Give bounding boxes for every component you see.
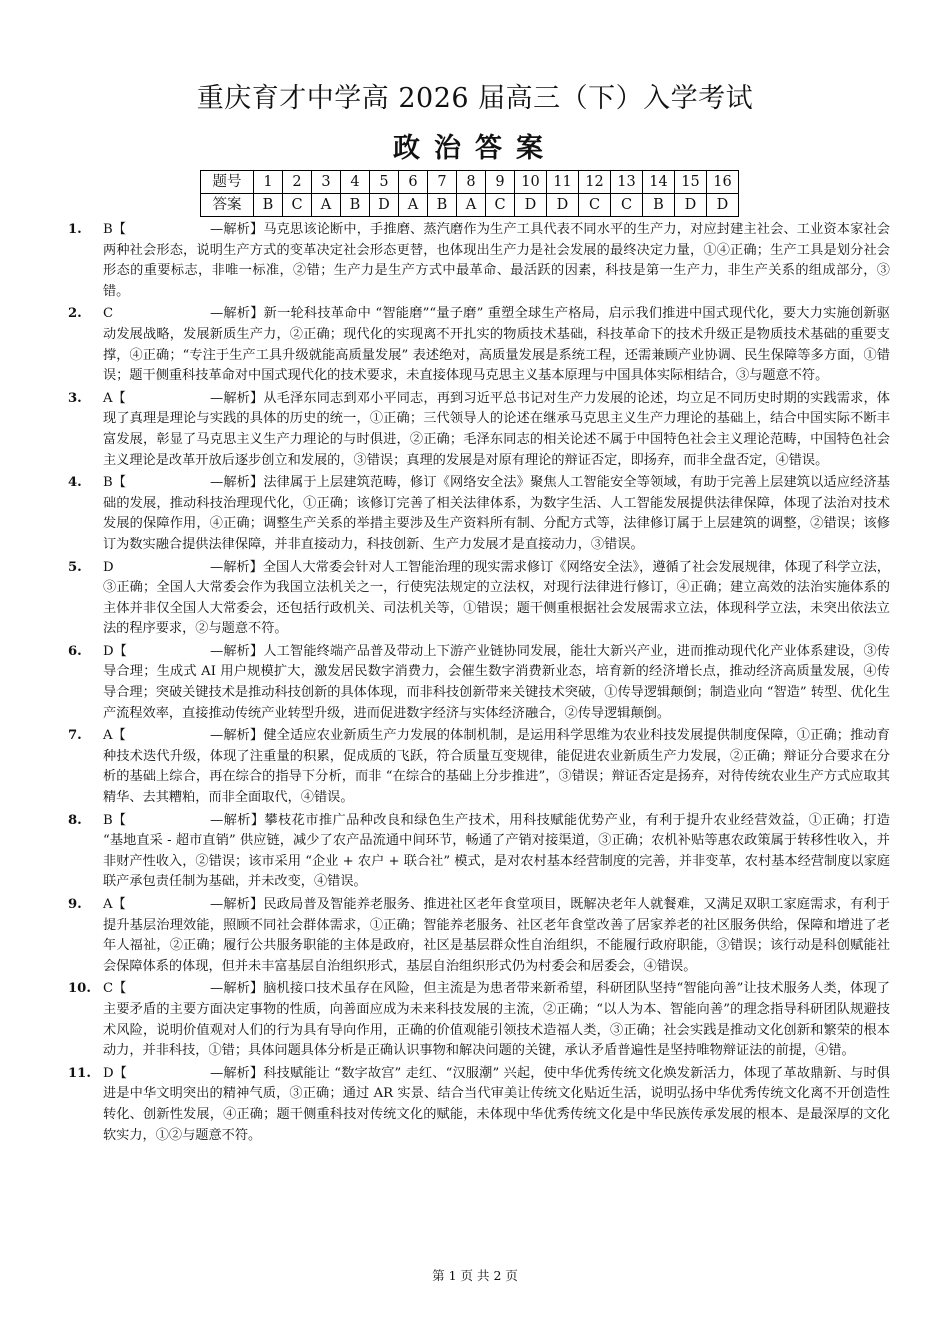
explanation-item [60,304,890,386]
question-number: 15 [675,171,707,194]
item-answer: B【 [103,222,126,237]
answer-cell: C [611,194,643,217]
explanation-item [60,811,890,893]
answer-cell: D [515,194,547,217]
item-number: 11. [68,1065,91,1081]
answer-cell: B [254,194,283,217]
answer-cell: D [547,194,579,217]
explanation-item [60,979,890,1061]
question-number: 11 [547,171,579,194]
question-number-row [201,171,739,194]
item-answer: B【 [103,475,126,491]
answer-cell: B [341,194,370,217]
question-number: 16 [707,171,739,194]
answer-cell: D [707,194,739,217]
explanation-item [60,389,890,471]
row-label-number: 题号 [201,171,254,194]
answer-cell: D [370,194,399,217]
item-number: 5. [68,559,82,575]
question-number: 7 [428,171,457,194]
item-answer: D【 [103,643,127,659]
item-text: —解析】从毛泽东同志到邓小平同志，再到习近平总书记对生产力发展的论述，均立足不同历史时期的实践需求，体现了真理是理论与实践的具体的历史的统一，①正确；三代领导人的论述在继承马克思主义生产力理论的基础上，结合中国实际不断丰富发展，彰显了马克思主义生产力理论的与时俱进，②正确；毛泽东同志的相关论述不属于中国特色社会主义理论范畴，中国特色社会主义理论是改革开放后逐步创立和发展的，③错误；真理的发展是对原有理论的辩证否定，即扬弃，而非全盘否定，④错误。 [103,390,890,468]
item-text: —解析】人工智能终端产品普及带动上下游产业链协同发展，能壮大新兴产业，进而推动现代化产业体系建设，③传导合理；生成式 AI 用户规模扩大，激发居民数字消费力，会催生数字消费新业态，培育新的经济增长点，推动经济高质量发展，④传导合理；突破关键技术是推动科技创新的具体体现，而非科技创新带来关键技术突破，①传导逻辑颠倒；制造业向 “智造” 转型、优化生产流程效率，直接推动传统产业转型升级，进而促进数字经济与实体经济融合，②传导逻辑颠倒。 [103,643,890,721]
item-number: 8. [68,812,82,828]
page-footer: 第 1 页 共 2 页 [432,1268,518,1283]
answer-cell: A [312,194,341,217]
question-number: 9 [486,171,515,194]
explanation-list [60,220,890,1148]
question-number: 13 [611,171,643,194]
question-number: 8 [457,171,486,194]
item-answer: C【 [103,981,127,997]
row-label-answer: 答案 [201,194,254,217]
item-text: —解析】健全适应农业新质生产力发展的体制机制，是运用科学思维为农业科技发展提供制度保障，①正确；推动育种技术迭代升级，体现了注重量的积累，促成质的飞跃，符合质量互变规律，能促进农业新质生产力发展，②正确；辩证分合要求在分析的基础上综合，再在综合的指导下分析，而非 “在综合的基础上分步推进”，③错误；辩证否定是扬弃，对待传统农业生产方式应取其精华、去其糟粕，而非全面取代，④错误。 [103,728,890,806]
answer-row [201,194,739,217]
answer-table [200,170,739,217]
question-number: 1 [254,171,283,194]
explanation-item [60,726,890,808]
explanation-item [60,220,890,302]
page-subtitle: 政治答案 [393,133,557,164]
item-text: —解析】马克思该论断中，手推磨、蒸汽磨作为生产工具代表不同水平的生产力，对应封建主社会、工业资本家社会两种社会形态，说明生产方式的变革决定社会形态更替，也体现出生产力是社会发展的最终决定力量，①④正确；生产工具是划分社会形态的重要标志，非唯一标准，②错；生产力是生产方式中最革命、最活跃的因素，科技是第一生产力，非生产关系的组成部分，③错。 [103,222,890,299]
question-number: 5 [370,171,399,194]
explanation-item [60,642,890,724]
answer-cell: A [457,194,486,217]
item-answer: C [103,306,114,322]
page-title: 重庆育才中学高 2026 届高三（下）入学考试 [196,83,754,114]
answer-cell: C [579,194,611,217]
question-number: 14 [643,171,675,194]
answer-cell: A [399,194,428,217]
item-text: —解析】脑机接口技术虽存在风险，但主流是为患者带来新希望，科研团队坚持“智能向善”让技术服务人类，体现了主要矛盾的主要方面决定事物的性质，向善面应成为未来科技发展的主流，②正确；“以人为本、智能向善”的理念指导科研团队规避技术风险，说明价值观对人们的行为具有导向作用，正确的价值观能引领技术造福人类，③正确；社会实践是推动文化创新和繁荣的根本动力，并非科技，①错；具体问题具体分析是正确认识事物和解决问题的关键，承认矛盾普遍性是坚持唯物辩证法的前提，④错。 [103,981,890,1059]
item-text: —解析】科技赋能让 “数字故宫” 走红、“汉服潮” 兴起，使中华优秀传统文化焕发新活力，体现了革故鼎新、与时俱进是中华文明突出的精神气质，③正确；通过 AR 实景、结合当代审美让传统文化贴近生活，说明弘扬中华优秀传统文化离不开创造性转化、创新性发展，④正确；题干侧重科技对传统文化的赋能，未体现中华优秀传统文化是中华民族传承发展的根本、是最深厚的文化软实力，①②与题意不符。 [103,1065,890,1143]
item-number: 4. [68,475,82,491]
item-number: 6. [68,643,82,659]
answer-cell: C [283,194,312,217]
item-answer: D【 [103,1065,127,1081]
answer-cell: D [675,194,707,217]
item-answer: A【 [103,897,126,912]
item-text: —解析】法律属于上层建筑范畴，修订《网络安全法》聚焦人工智能安全等领域，有助于完善上层建筑以适应经济基础的发展，推动科技治理现代化，①正确；该修订完善了相关法律体系，为数字生活、人工智能发展提供法律保障，体现了法治对技术发展的保障作用，④正确；调整生产关系的举措主要涉及生产资料所有制、分配方式等，法律修订属于上层建筑的调整，②错误；该修订为数实融合提供法律保障，并非直接动力，科技创新、生产力发展才是直接动力，③错误。 [103,475,890,552]
question-number: 2 [283,171,312,194]
explanation-item [60,1064,890,1146]
explanation-item [60,473,890,555]
question-number: 6 [399,171,428,194]
explanation-item [60,558,890,640]
question-number: 10 [515,171,547,194]
explanation-item [60,895,890,977]
answer-cell: C [486,194,515,217]
question-number: 3 [312,171,341,194]
item-answer: B【 [103,812,126,828]
item-number: 3. [68,390,82,406]
item-number: 2. [68,306,82,322]
item-number: 9. [68,897,82,912]
question-number: 12 [579,171,611,194]
question-number: 4 [341,171,370,194]
item-answer: A【 [103,728,126,744]
item-number: 1. [68,222,82,237]
item-text: —解析】攀枝花市推广品种改良和绿色生产技术，用科技赋能优势产业，有利于提升农业经营效益，①正确；打造 “基地直采 - 超市直销” 供应链，减少了农产品流通中间环节，畅通了产销对接渠道，③正确；农机补贴等惠农政策属于转移性收入，并非财产性收入，②错误；该市采用 “企业 + 农户 + 联合社” 模式，是对农村基本经营制度的完善，并非变革，农村基本经营制度以家庭联产承包责任制为基础，并未改变，④错误。 [103,812,890,890]
item-text: —解析】新一轮科技革命中 “智能磨”“量子磨” 重塑全球生产格局，启示我们推进中国式现代化，要大力实施创新驱动发展战略，发展新质生产力，②正确；现代化的实现离不开扎实的物质技术基础，科技革命下的技术升级正是物质技术基础的重要支撑，④正确；“专注于生产工具升级就能高质量发展” 表述绝对，高质量发展是系统工程，还需兼顾产业协调、民生保障等多方面，①错误；题干侧重科技革命对中国式现代化的技术要求，未直接体现马克思主义基本原理与中国具体实际相结合，③与题意不符。 [103,306,890,384]
item-number: 7. [68,728,82,744]
item-answer: D [103,559,114,575]
item-text: —解析】全国人大常委会针对人工智能治理的现实需求修订《网络安全法》，遵循了社会发展规律，体现了科学立法，③正确；全国人大常委会作为我国立法机关之一，行使宪法规定的立法权，对现行法律进行修订，④正确；建立高效的法治实施体系的主体并非仅全国人大常委会，还包括行政机关、司法机关等，①错误；题干侧重根据社会发展需求立法，体现科学立法，未突出依法立法的程序要求，②与题意不符。 [103,559,890,637]
answer-cell: B [428,194,457,217]
item-answer: A【 [103,390,126,406]
answer-cell: B [643,194,675,217]
item-text: —解析】民政局普及智能养老服务、推进社区老年食堂项目，既解决老年人就餐难，又满足双职工家庭需求，有利于提升基层治理效能，照顾不同社会群体需求，①正确；智能养老服务、社区老年食堂改善了居家养老的社区服务供给，保障和增进了老年人福祉，②正确；履行公共服务职能的主体是政府，社区是基层群众性自治组织，不能履行政府职能，③错误；该行动是科创赋能社会保障体系的体现，但并未丰富基层自治组织形式，基层自治组织形式仍为村委会和居委会，④错误。 [103,897,890,974]
item-number: 10. [68,981,91,997]
